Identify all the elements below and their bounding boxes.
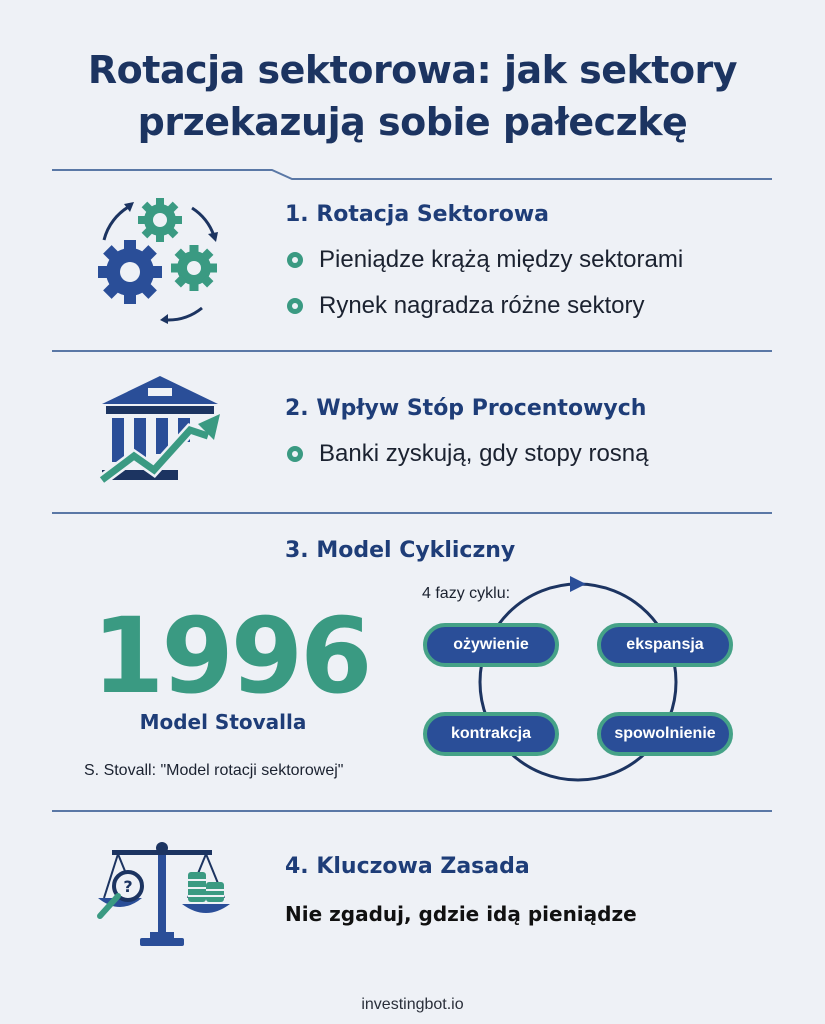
- page-title: [0, 44, 825, 148]
- section-divider: [52, 810, 772, 812]
- section-4-heading: 4. Kluczowa Zasada: [285, 854, 530, 879]
- bank-growth-icon: [98, 374, 222, 486]
- section-2-bullet-1: [285, 440, 649, 468]
- title-divider: [0, 168, 825, 182]
- bullet-text: Rynek nagradza różne sektory: [319, 292, 645, 319]
- model-citation: S. Stovall: "Model rotacji sektorowej": [84, 762, 344, 779]
- section-divider: [52, 512, 772, 514]
- title-line-1: Rotacja sektorowa: jak sektory: [87, 48, 738, 92]
- scale-magnifier-icon: [90, 838, 230, 950]
- phase-pill-expansion: ekspansja: [597, 623, 733, 667]
- gears-cycle-icon: [94, 192, 226, 324]
- section-divider: [52, 350, 772, 352]
- teal-gear-bullet-icon: [285, 296, 305, 316]
- teal-gear-bullet-icon: [285, 250, 305, 270]
- section-3-heading: 3. Model Cykliczny: [285, 538, 516, 563]
- svg-text:?: ?: [123, 877, 133, 896]
- model-name: Model Stovalla: [139, 710, 307, 734]
- section-2-heading: 2. Wpływ Stóp Procentowych: [285, 396, 647, 421]
- phase-pill-recovery: ożywienie: [423, 623, 559, 667]
- section-1-bullet-1: [285, 246, 683, 274]
- bullet-text: Banki zyskują, gdy stopy rosną: [319, 440, 649, 467]
- section-1-bullet-2: [285, 292, 645, 320]
- section-1-heading: 1. Rotacja Sektorowa: [285, 202, 549, 227]
- key-principle: Nie zgaduj, gdzie idą pieniądze: [285, 902, 637, 926]
- title-line-2: przekazują sobie pałeczkę: [137, 100, 688, 144]
- model-year: 1996: [92, 595, 370, 717]
- phase-pill-slowdown: spowolnienie: [597, 712, 733, 756]
- cycle-label: 4 fazy cyklu:: [422, 585, 511, 602]
- teal-gear-bullet-icon: [285, 444, 305, 464]
- phase-pill-contraction: kontrakcja: [423, 712, 559, 756]
- footer-brand: investingbot.io: [361, 996, 464, 1013]
- bullet-text: Pieniądze krążą między sektorami: [319, 246, 684, 273]
